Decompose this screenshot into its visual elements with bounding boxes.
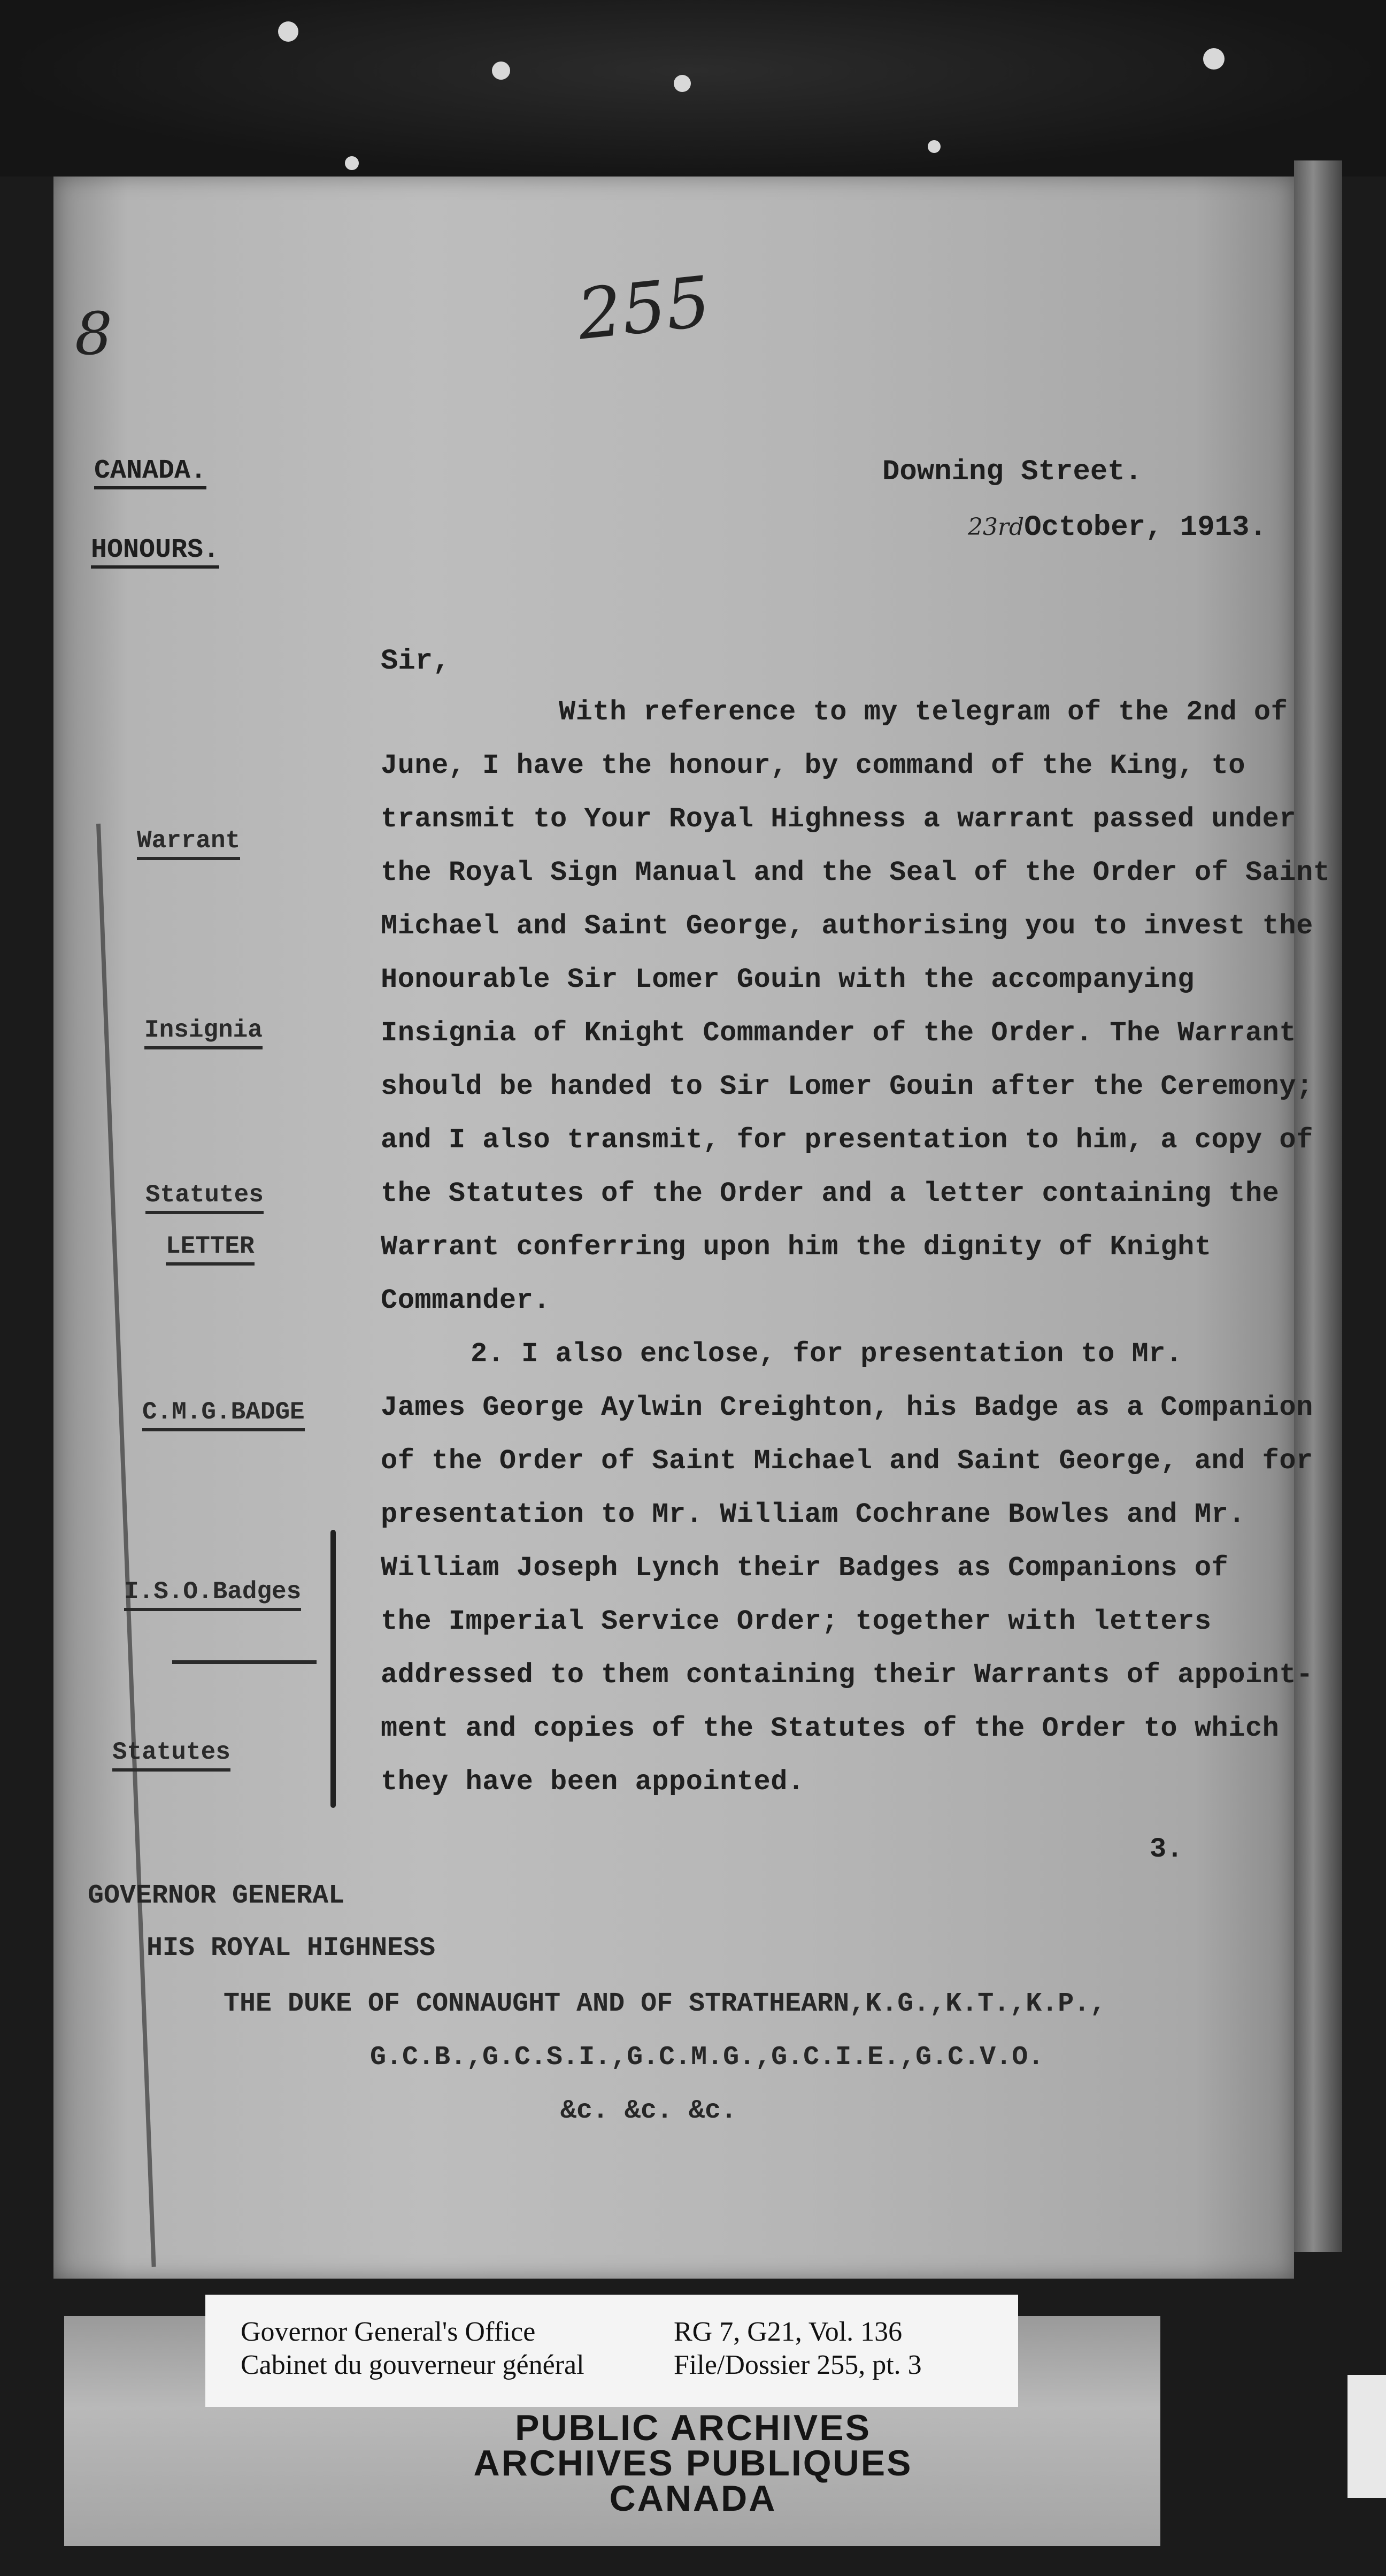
addressee-line-2: HIS ROYAL HIGHNESS: [147, 1933, 436, 1964]
archive-reference-label: [205, 2295, 1018, 2407]
margin-note-cmg-badge: C.M.G.BADGE: [142, 1398, 305, 1431]
margin-divider: [172, 1660, 317, 1664]
dust-speck: [928, 140, 941, 153]
body-line: should be handed to Sir Lomer Gouin after the Ceremony;: [381, 1071, 1313, 1102]
place-of-writing: Downing Street.: [882, 456, 1143, 488]
margin-note-statutes: Statutes: [145, 1181, 264, 1214]
dust-speck: [278, 21, 298, 42]
body-line: presentation to Mr. William Cochrane Bowles and Mr.: [381, 1499, 1245, 1530]
body-line: Commander.: [381, 1285, 551, 1316]
date-day: 23rd: [968, 513, 1025, 541]
addressee-line-5: &c. &c. &c.: [560, 2096, 737, 2126]
folio-number: 255: [573, 260, 714, 356]
record-group-reference: RG 7, G21, Vol. 136: [674, 2317, 903, 2347]
dust-speck: [674, 75, 691, 92]
salutation: Sir,: [381, 645, 450, 678]
addressee-line-3: THE DUKE OF CONNAUGHT AND OF STRATHEARN,K.G.,K.T.,K.P.,: [224, 1989, 1106, 2019]
addressee-line-1: GOVERNOR GENERAL: [88, 1881, 345, 1911]
body-line: 2. I also enclose, for presentation to Mr.: [471, 1338, 1183, 1370]
margin-note-statutes-2: Statutes: [112, 1738, 230, 1772]
archive-stamp-line-1: PUBLIC ARCHIVES: [515, 2408, 871, 2448]
film-frame: [0, 0, 1386, 177]
page-continuation: 3.: [1150, 1834, 1183, 1865]
body-line: Warrant conferring upon him the dignity of Knight: [381, 1231, 1212, 1263]
body-line: Honourable Sir Lomer Gouin with the accompanying: [381, 964, 1195, 995]
body-line: June, I have the honour, by command of the King, to: [381, 750, 1245, 781]
body-line: of the Order of Saint Michael and Saint George, and for: [381, 1445, 1313, 1477]
archive-stamp-line-3: CANADA: [609, 2478, 777, 2519]
date-rest: October, 1913.: [1024, 511, 1267, 544]
dust-speck: [345, 156, 359, 170]
body-line: the Royal Sign Manual and the Seal of the Order of Saint: [381, 857, 1330, 888]
office-name-english: Governor General's Office: [241, 2317, 536, 2347]
margin-note-warrant: Warrant: [137, 827, 240, 860]
margin-note-letter: LETTER: [166, 1232, 255, 1266]
body-line: Insignia of Knight Commander of the Order. The Warrant: [381, 1017, 1297, 1049]
body-line: the Statutes of the Order and a letter containing the: [381, 1178, 1280, 1209]
left-handwritten-mark: 8: [75, 300, 112, 368]
dust-speck: [492, 62, 510, 80]
subject-label: HONOURS.: [91, 535, 219, 565]
body-line: James George Aylwin Creighton, his Badge as a Companion: [381, 1392, 1313, 1423]
body-line: addressed to them containing their Warrants of appoint-: [381, 1659, 1313, 1691]
margin-note-insignia: Insignia: [144, 1016, 263, 1049]
body-line: they have been appointed.: [381, 1766, 805, 1798]
body-line: With reference to my telegram of the 2nd of: [559, 696, 1288, 728]
margin-bracket: [330, 1530, 336, 1808]
archive-stamp-line-2: ARCHIVES PUBLIQUES: [473, 2443, 913, 2483]
margin-note-iso-badges: I.S.O.Badges: [124, 1578, 301, 1611]
letter-date: [968, 511, 1267, 544]
body-line: Michael and Saint George, authorising you to invest the: [381, 910, 1313, 942]
file-reference: File/Dossier 255, pt. 3: [674, 2350, 922, 2380]
page-edge: [1294, 160, 1342, 2252]
body-line: ment and copies of the Statutes of the Order to which: [381, 1713, 1280, 1744]
body-line: transmit to Your Royal Highness a warrant passed under: [381, 803, 1297, 835]
country-label: CANADA.: [94, 456, 206, 486]
body-line: the Imperial Service Order; together with letters: [381, 1606, 1212, 1637]
addressee-line-4: G.C.B.,G.C.S.I.,G.C.M.G.,G.C.I.E.,G.C.V.O.: [370, 2042, 1044, 2073]
dust-speck: [1203, 48, 1225, 70]
office-name-french: Cabinet du gouverneur général: [241, 2350, 584, 2380]
body-line: and I also transmit, for presentation to him, a copy of: [381, 1124, 1313, 1156]
body-line: William Joseph Lynch their Badges as Companions of: [381, 1552, 1229, 1584]
